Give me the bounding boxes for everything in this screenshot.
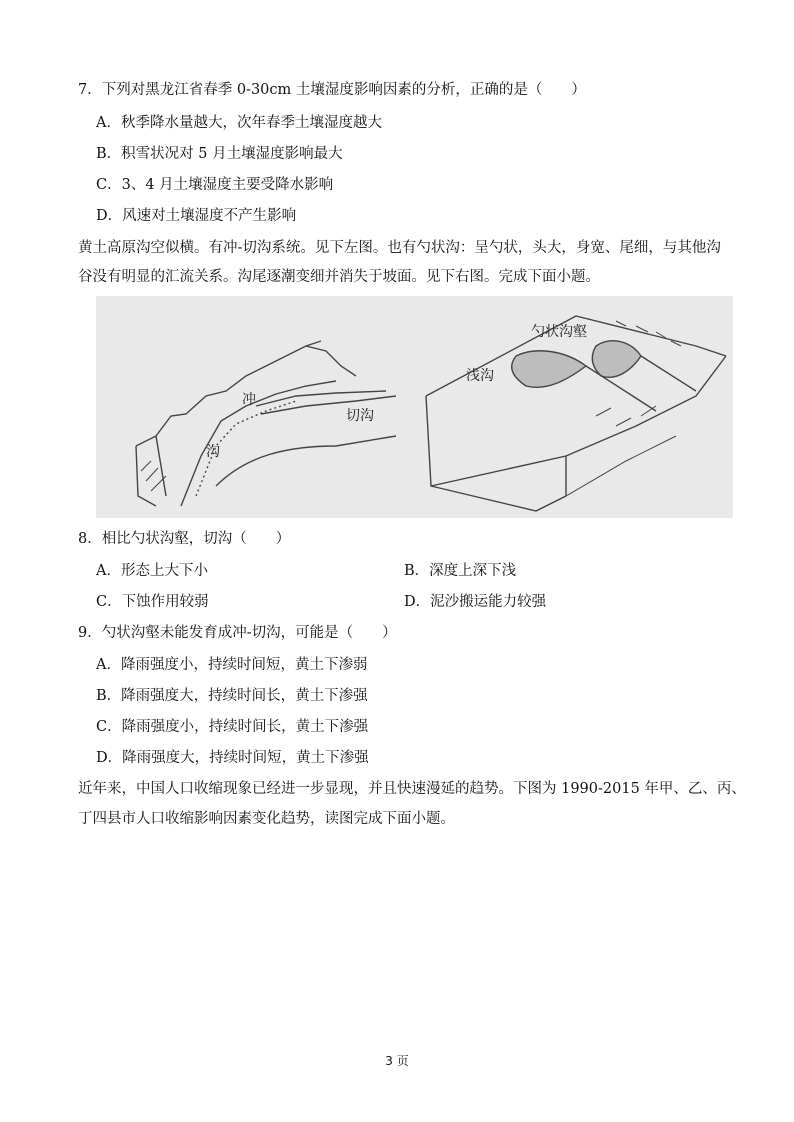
gully-sketch-drawing bbox=[96, 296, 733, 518]
intro-paragraph-1-line-1: 黄土高原沟空似横。有冲-切沟系统。见下左图。也有勺状沟：呈勺状，头大，身宽、尾细，与其他沟 bbox=[78, 240, 721, 256]
page-number: 3 页 bbox=[385, 1054, 409, 1068]
label-qiegou: 切沟 bbox=[346, 408, 374, 424]
intro-paragraph-2-line-1: 近年来，中国人口收缩现象已经进一步显现，并且快速漫延的趋势。下图为 1990-2015 年甲、乙、丙、 bbox=[78, 781, 746, 797]
question-8-option-a: A．形态上大下小 bbox=[96, 563, 208, 579]
label-shaozhuang: 勺状沟壑 bbox=[531, 324, 587, 340]
question-9-option-a: A．降雨强度小，持续时间短，黄土下渗弱 bbox=[96, 657, 368, 673]
right-gully-sketch bbox=[426, 316, 726, 511]
question-7-option-b: B．积雪状况对 5 月土壤湿度影响最大 bbox=[96, 146, 343, 162]
question-8-option-c: C．下蚀作用较弱 bbox=[96, 594, 209, 610]
intro-paragraph-2-line-2: 丁四县市人口收缩影响因素变化趋势，读图完成下面小题。 bbox=[78, 811, 455, 827]
question-7-option-c: C．3、4 月土壤湿度主要受降水影响 bbox=[96, 177, 334, 193]
intro-paragraph-1-line-2: 谷没有明显的汇流关系。沟尾逐潮变细并消失于坡面。见下右图。完成下面小题。 bbox=[78, 269, 600, 285]
label-gou: 沟 bbox=[206, 444, 220, 460]
question-8-stem: 8．相比勺状沟壑，切沟（ ） bbox=[78, 531, 291, 547]
question-9-option-d: D．降雨强度大，持续时间短，黄土下渗强 bbox=[96, 750, 369, 766]
question-8-option-b: B．深度上深下浅 bbox=[404, 563, 517, 579]
label-chong: 冲 bbox=[242, 392, 256, 408]
question-7-option-a: A．秋季降水量越大，次年春季土壤湿度越大 bbox=[96, 115, 382, 131]
question-9-stem: 9．勺状沟壑未能发育成冲-切沟，可能是（ ） bbox=[78, 625, 397, 641]
question-7-stem: 7．下列对黑龙江省春季 0-30cm 土壤湿度影响因素的分析，正确的是（ ） bbox=[78, 82, 586, 98]
gully-sketch-figure bbox=[96, 296, 733, 518]
question-9-option-b: B．降雨强度大，持续时间长，黄土下渗强 bbox=[96, 688, 368, 704]
question-8-option-d: D．泥沙搬运能力较强 bbox=[404, 594, 547, 610]
question-9-option-c: C．降雨强度小，持续时间长，黄土下渗强 bbox=[96, 719, 369, 735]
question-7-option-d: D．风速对土壤湿度不产生影响 bbox=[96, 208, 297, 224]
label-qiangou: 浅沟 bbox=[466, 368, 494, 384]
